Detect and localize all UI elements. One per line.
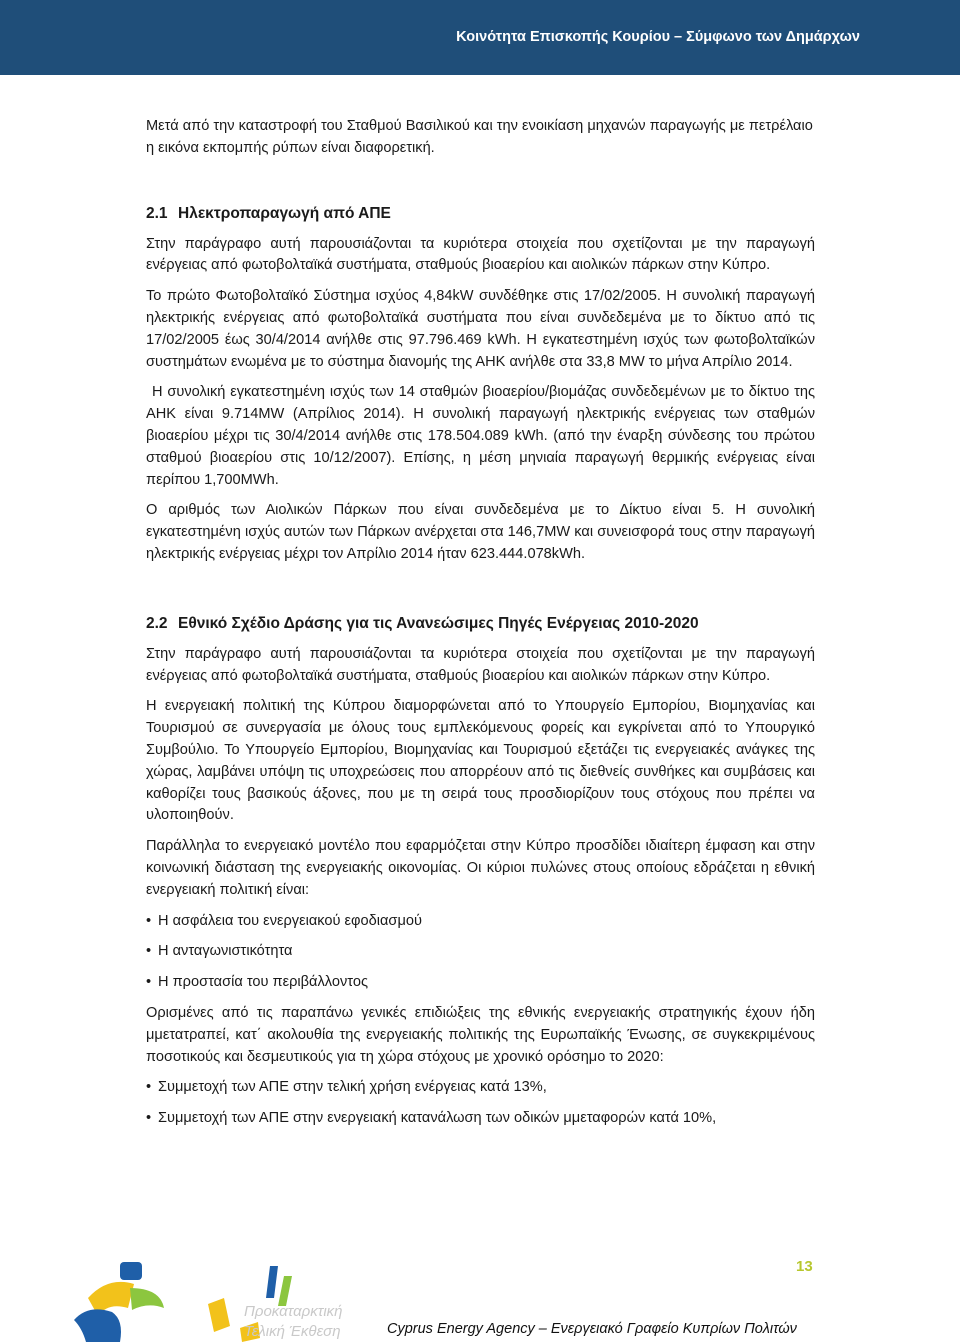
header-title: Κοινότητα Επισκοπής Κουρίου – Σύμφωνο των Δημάρχων (456, 29, 860, 45)
bullet-icon: • (146, 912, 152, 929)
energy-agency-logo-icon (68, 1258, 178, 1344)
header-bar (0, 0, 960, 75)
section2-paragraph-4: Ορισμένες από τις παραπάνω γενικές επιδιώξεις της εθνικής ενεργειακής στρατηγικής έχουν ήδη μμετατραπεί, κατ΄ ακολουθία της ενεργειακής πολιτικής της Ευρωπαϊκής Ένωσης, σε συγκεκριμένους ποσοτικούς και δεσμευτικούς για τη χώρα στόχους με χρονικό ορόσημο το 2020: (146, 1004, 815, 1065)
list-item: • Συμμετοχή των ΑΠΕ στην τελική χρήση ενέργειας κατά 13%, (146, 1077, 815, 1099)
stripe-blue (266, 1266, 278, 1298)
section-title: Ηλεκτροπαραγωγή από ΑΠΕ (178, 204, 391, 222)
section-number: 2.2 (146, 614, 168, 632)
logo-shape-blue-bottom (74, 1309, 121, 1342)
section-number: 2.1 (146, 204, 168, 222)
section2-paragraph-2: Η ενεργειακή πολιτική της Κύπρου διαμορφώνεται από το Υπουργείο Εμπορίου, Βιομηχανίας και Τουρισμού σε συνεργασία με όλους τους εμπλεκόμενους φορείς και εγκρίνεται από το Υπουργικό Συμβούλιο. Το Υπουργείο Εμπορίου, Βιομηχανίας και Τουρισμού εξετάζει τις ενεργειακές ανάγκες της χώρας, λαμβάνει υπόψη τις υποχρεώσεις που απορρέουν από τις διεθνείς συνθήκες και συμβάσεις και καθορίζει τους βασικούς άξονες, που με τη σειρά τους προσδιορίζουν τους στόχους που πρέπει να υλοποιηθούν. (146, 698, 815, 824)
bullet-icon: • (146, 974, 152, 991)
footer-text: Cyprus Energy Agency – Ενεργειακό Γραφείο Κυπρίων Πολιτών (387, 1321, 797, 1337)
section-heading-2-1 (146, 203, 815, 225)
section2-paragraph-1: Στην παράγραφο αυτή παρουσιάζονται τα κυριότερα στοιχεία που σχετίζονται με την παραγωγή ενέργειας από φωτοβολταϊκά συστήματα, σταθμούς βιοαερίου και αιολικών πάρκων στην Κύπρο. (146, 645, 815, 684)
logo-shape-blue-top (120, 1262, 142, 1280)
spacer (146, 169, 815, 203)
list-item: • Η ανταγωνιστικότητα (146, 941, 815, 963)
section2-paragraph-3: Παράλληλα το ενεργειακό μοντέλο που εφαρμόζεται στην Κύπρο προσδίδει ιδιαίτερη έμφαση και στην κοινωνική διάσταση της ενεργειακής οικονομίας. Οι κύριοι πυλώνες στους οποίους εδράζεται η εθνική ενεργειακή πολιτική είναι: (146, 838, 815, 898)
document-body (146, 116, 815, 1139)
list-item: • Συμμετοχή των ΑΠΕ στην ενεργειακή κατανάλωση των οδικών μμεταφορών κατά 10%, (146, 1108, 815, 1130)
bullet-icon: • (146, 943, 152, 960)
section1-paragraph-2: Το πρώτο Φωτοβολταϊκό Σύστημα ισχύος 4,84kW συνδέθηκε στις 17/02/2005. Η συνολική παραγωγή ηλεκτρικής ενέργειας από φωτοβολταϊκά συστήματα που είναι συνδεδεμένα με το δίκτυο από τις 17/02/2005 έως 30/4/2014 ανήλθε στις 97.796.469 kWh. Η εγκατεστημένη ισχύς των φωτοβολταϊκών συστημάτων ενωμένα με το σύστημα διανομής της ΑΗΚ ανήλθε στα 33,8 MW το μήνα Απρίλιο 2014. (146, 288, 815, 370)
page-number: 13 (796, 1258, 813, 1275)
list-item: • Η προστασία του περιβάλλοντος (146, 972, 815, 994)
section-title: Εθνικό Σχέδιο Δράσης για τις Ανανεώσιμες Πηγές Ενέργειας 2010-2020 (178, 614, 699, 632)
section1-paragraph-4: Ο αριθμός των Αιολικών Πάρκων που είναι συνδεδεμένα με το Δίκτυο είναι 5. Η συνολική εγκατεστημένη ισχύς αυτών των Πάρκων ανέρχεται στα 146,7MW και συνεισφορά τους στην παραγωγή ηλεκτρικής ενέργειας μέχρι τον Απρίλιο 2014 ήταν 623.444.078kWh. (146, 502, 815, 562)
section-heading-2-2 (146, 613, 815, 635)
logo-shape-green (130, 1288, 164, 1310)
draft-watermark: Προκαταρκτική Τελική Έκθεση (244, 1303, 343, 1340)
section1-paragraph-1: Στην παράγραφο αυτή παρουσιάζονται τα κυριότερα στοιχεία που σχετίζονται με την παραγωγή ενέργειας από φωτοβολταϊκά συστήματα, σταθμούς βιοαερίου και αιολικών πάρκων στην Κύπρο. (146, 235, 815, 274)
stripe-yellow (208, 1298, 230, 1332)
section1-paragraph-3: Η συνολική εγκατεστημένη ισχύς των 14 σταθμών βιοαερίου/βιομάζας συνδεδεμένων με το δίκτυο της ΑΗΚ είναι 9.714MW (Απρίλιος 2014). Η συνολική παραγωγή ηλεκτρικής ενέργειας των σταθμών βιοαερίου μέχρι τις 30/4/2014 ανήλθε στις 178.504.089 kWh. (από την έναρξη σύνδεσης του πρώτου σταθμού βιοαερίου στις 10/12/2007). Επίσης, η μέση μηνιαία παραγωγή θερμικής ενέργειας είναι περίπου 1,700MWh. (146, 384, 815, 488)
list-item: • Η ασφάλεια του ενεργειακού εφοδιασμού (146, 911, 815, 933)
bullet-icon: • (146, 1110, 152, 1127)
spacer (146, 575, 815, 613)
intro-paragraph: Μετά από την καταστροφή του Σταθμού Βασιλικού και την ενοικίαση μηχανών παραγωγής με πετρέλαιο η εικόνα εκπομπής ρύπων είναι διαφορετική. (146, 118, 813, 156)
bullet-icon: • (146, 1079, 152, 1096)
